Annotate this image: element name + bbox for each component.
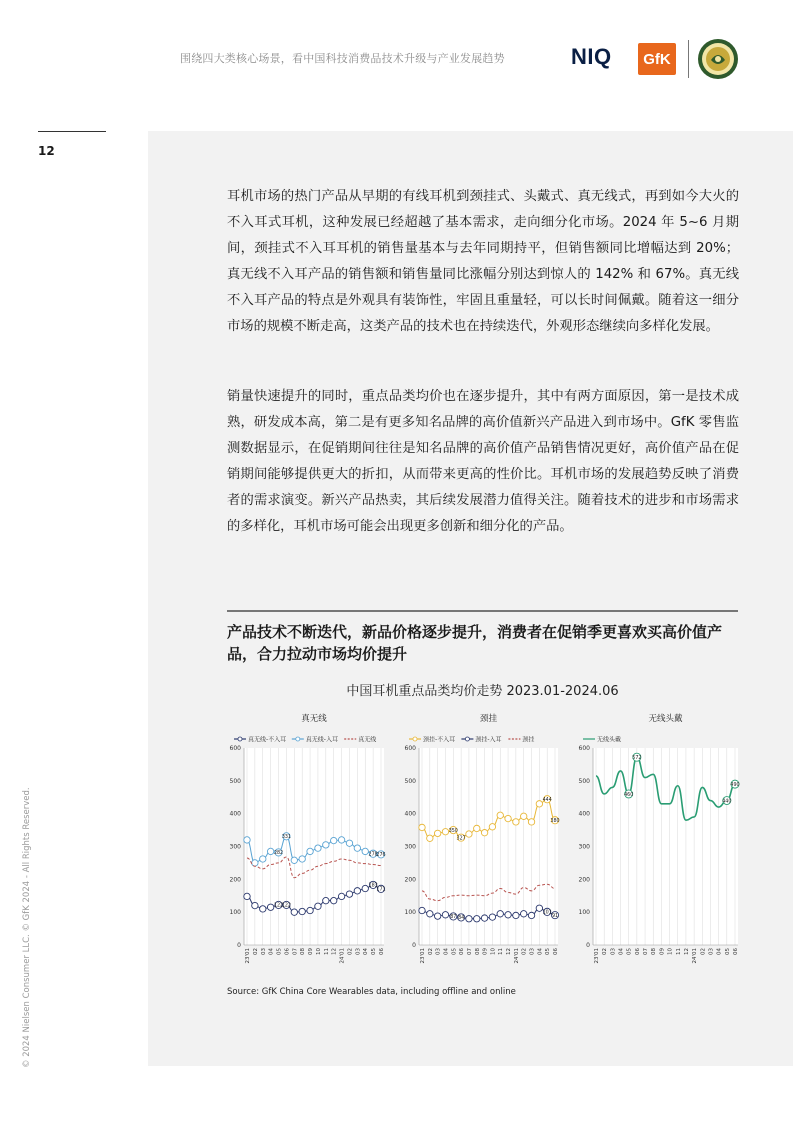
- data-point: [442, 912, 448, 918]
- x-tick-label: 23'01: [420, 948, 426, 964]
- data-label: 278: [368, 852, 378, 858]
- legend-marker: [238, 737, 242, 741]
- x-tick-label: 05: [276, 948, 283, 955]
- legend-item: [292, 736, 338, 744]
- y-tick-label: 500: [229, 777, 241, 785]
- data-point: [419, 824, 425, 830]
- data-point: [267, 848, 273, 854]
- chart-panel-3: [579, 713, 740, 964]
- x-tick-label: 02: [347, 948, 354, 955]
- data-point: [244, 837, 250, 843]
- page-number-rule: [38, 131, 106, 132]
- x-tick-label: 08: [300, 948, 307, 955]
- data-label: 440: [722, 799, 732, 805]
- x-tick-label: 11: [323, 948, 330, 955]
- page-number: 12: [38, 144, 55, 158]
- data-point: [354, 888, 360, 894]
- x-tick-label: 07: [292, 948, 299, 955]
- data-label: 122: [281, 903, 291, 909]
- x-tick-label: 24'01: [692, 948, 699, 964]
- data-label: 183: [368, 883, 378, 889]
- legend-item: [234, 736, 286, 744]
- data-point: [299, 856, 305, 862]
- data-label: 444: [542, 798, 552, 804]
- x-tick-label: 06: [379, 948, 385, 955]
- legend-marker: [465, 737, 469, 741]
- data-point: [481, 915, 487, 921]
- x-tick-label: 05: [451, 948, 458, 955]
- data-point: [536, 801, 542, 807]
- legend-item: [344, 736, 376, 744]
- x-tick-label: 07: [466, 948, 473, 955]
- data-point: [338, 893, 344, 899]
- chart-2-title: 颈挂: [479, 714, 498, 724]
- data-label: 84: [458, 916, 465, 922]
- y-tick-label: 0: [237, 942, 241, 949]
- data-point: [505, 912, 511, 918]
- x-tick-label: 03: [355, 948, 362, 955]
- y-tick-label: 300: [578, 843, 590, 851]
- x-tick-label: 02: [252, 948, 259, 955]
- data-point: [291, 909, 297, 915]
- data-point: [323, 842, 329, 848]
- x-tick-label: 08: [651, 948, 658, 955]
- data-point: [354, 845, 360, 851]
- x-tick-label: 11: [498, 948, 505, 955]
- legend-item: [508, 736, 534, 744]
- niq-logo: NIQ: [571, 44, 612, 69]
- x-tick-label: 05: [724, 948, 731, 955]
- x-tick-label: 06: [459, 948, 466, 955]
- data-point: [497, 812, 503, 818]
- y-tick-label: 600: [229, 745, 241, 752]
- chart-1-title: 真无线: [301, 714, 327, 724]
- y-tick-label: 300: [404, 843, 416, 851]
- plot-area: [593, 748, 738, 945]
- data-point: [307, 848, 313, 854]
- data-label: 276: [376, 853, 386, 859]
- x-tick-label: 06: [553, 948, 559, 955]
- plot-area: [244, 748, 384, 945]
- legend-item: [583, 736, 621, 744]
- data-point: [513, 912, 519, 918]
- x-tick-label: 07: [643, 948, 650, 955]
- data-label: 331: [281, 835, 291, 841]
- data-point: [419, 907, 425, 913]
- data-point: [252, 902, 258, 908]
- data-point: [307, 907, 313, 913]
- x-tick-label: 04: [716, 948, 723, 955]
- data-point: [474, 825, 480, 831]
- x-tick-label: 09: [659, 948, 666, 955]
- data-point: [260, 856, 266, 862]
- data-point: [323, 897, 329, 903]
- legend-label: 真无线-不入耳: [248, 736, 287, 744]
- x-tick-label: 03: [435, 948, 442, 955]
- data-point: [489, 824, 495, 830]
- data-point: [466, 831, 472, 837]
- data-point: [536, 905, 542, 911]
- legend-item: [409, 736, 455, 744]
- x-tick-label: 09: [308, 948, 315, 955]
- data-label: 282: [273, 851, 284, 857]
- data-label: 572: [632, 755, 642, 761]
- y-tick-label: 200: [229, 876, 241, 884]
- legend-label: 颈挂: [522, 736, 535, 744]
- legend-label: 真无线: [358, 736, 377, 744]
- x-tick-label: 11: [675, 948, 682, 955]
- x-tick-label: 10: [315, 948, 322, 955]
- price-trend-charts: [222, 708, 744, 973]
- data-point: [521, 911, 527, 917]
- data-label: 122: [273, 903, 284, 909]
- source-note: Source: GfK China Core Wearables data, including offline and online: [227, 987, 516, 997]
- data-point: [466, 916, 472, 922]
- data-point: [291, 857, 297, 863]
- y-tick-label: 0: [412, 942, 416, 949]
- logo-divider: [688, 40, 689, 78]
- data-point: [489, 914, 495, 920]
- x-tick-label: 05: [545, 948, 552, 955]
- data-point: [260, 906, 266, 912]
- y-tick-label: 200: [404, 876, 416, 884]
- x-tick-label: 12: [683, 948, 690, 955]
- data-point: [346, 891, 352, 897]
- x-tick-label: 09: [482, 948, 489, 955]
- x-tick-label: 04: [443, 948, 450, 955]
- data-point: [528, 912, 534, 918]
- data-label: 490: [730, 782, 740, 788]
- y-tick-label: 400: [404, 810, 416, 818]
- data-point: [513, 819, 519, 825]
- x-tick-label: 05: [626, 948, 633, 955]
- data-point: [474, 916, 480, 922]
- data-point: [362, 848, 368, 854]
- y-tick-label: 100: [404, 909, 416, 917]
- x-tick-label: 04: [363, 948, 370, 955]
- data-point: [505, 815, 511, 821]
- legend-label: 真无线-入耳: [305, 736, 338, 744]
- data-point: [442, 829, 448, 835]
- y-tick-label: 600: [404, 745, 416, 752]
- data-point: [427, 911, 433, 917]
- x-tick-label: 10: [667, 948, 674, 955]
- chart-panel-1: [230, 713, 386, 964]
- y-tick-label: 500: [578, 777, 590, 785]
- x-tick-label: 12: [506, 948, 513, 955]
- data-point: [362, 885, 368, 891]
- legend-marker: [296, 737, 300, 741]
- x-tick-label: 02: [427, 948, 434, 955]
- data-point: [434, 913, 440, 919]
- data-point: [315, 845, 321, 851]
- y-tick-label: 500: [404, 777, 416, 785]
- data-label: 91: [551, 913, 559, 919]
- legend-label: 无线头戴: [597, 736, 622, 744]
- y-tick-label: 100: [578, 909, 590, 917]
- y-tick-label: 400: [229, 810, 241, 818]
- data-point: [252, 860, 258, 866]
- x-tick-label: 24'01: [513, 948, 520, 964]
- data-label: 171: [376, 887, 386, 893]
- data-point: [299, 908, 305, 914]
- data-point: [244, 893, 250, 899]
- data-point: [528, 819, 534, 825]
- x-tick-label: 03: [708, 948, 715, 955]
- data-point: [315, 903, 321, 909]
- chart-3-title: 无线头戴: [648, 714, 683, 724]
- x-tick-label: 02: [700, 948, 707, 955]
- data-point: [338, 837, 344, 843]
- x-tick-label: 23'01: [594, 948, 600, 964]
- x-tick-label: 23'01: [245, 948, 251, 964]
- data-point: [521, 813, 527, 819]
- y-tick-label: 0: [586, 942, 590, 949]
- x-tick-label: 12: [331, 948, 338, 955]
- x-tick-label: 04: [537, 948, 544, 955]
- data-label: 380: [550, 819, 560, 825]
- data-label: 87: [450, 915, 457, 921]
- data-label: 327: [456, 836, 466, 842]
- data-point: [331, 837, 337, 843]
- x-tick-label: 03: [260, 948, 267, 955]
- data-point: [481, 830, 487, 836]
- data-point: [434, 830, 440, 836]
- data-point: [346, 840, 352, 846]
- x-tick-label: 02: [521, 948, 528, 955]
- data-point: [497, 911, 503, 917]
- data-label: 350: [448, 828, 458, 834]
- x-tick-label: 08: [474, 948, 481, 955]
- x-tick-label: 10: [490, 948, 497, 955]
- x-tick-label: 03: [529, 948, 536, 955]
- x-tick-label: 24'01: [339, 948, 346, 964]
- body-paragraph-1: 耳机市场的热门产品从早期的有线耳机到颈挂式、头戴式、真无线式，再到如今大火的不入耳式耳机，这种发展已经超越了基本需求，走向细分化市场。2024 年 5~6 月期间，颈挂式不入耳耳机的销售量基本与去年同期持平，但销售额同比增幅达到 20%；真无线不入耳产品的销售额和销售量同比涨幅分别达到惊人的 142% 和 67%。真无线不入耳产品的特点是外观具有装饰性，牢固且重量轻，可以长时间佩戴。随着这一细分市场的规模不断走高，这类产品的技术也在持续迭代，外观形态继续向多样化发展。: [227, 189, 739, 334]
- x-tick-label: 04: [618, 948, 625, 955]
- gfk-logo: GfK: [638, 43, 676, 75]
- copyright-notice: © 2024 Nielsen Consumer LLC. © GfK 2024 - All Rights Reserved.: [22, 787, 32, 1068]
- legend-label: 颈挂-不入耳: [423, 736, 456, 744]
- x-tick-label: 02: [602, 948, 609, 955]
- report-header-title: 围绕四大类核心场景，看中国科技消费品技术升级与产业发展趋势: [180, 52, 505, 65]
- x-tick-label: 04: [268, 948, 275, 955]
- legend-item: [461, 736, 501, 744]
- data-point: [331, 897, 337, 903]
- y-tick-label: 100: [229, 909, 241, 917]
- x-tick-label: 06: [733, 948, 739, 955]
- y-tick-label: 400: [578, 810, 590, 818]
- data-label: 101: [542, 910, 552, 916]
- data-label: 460: [624, 792, 634, 798]
- x-tick-label: 06: [634, 948, 641, 955]
- y-tick-label: 600: [578, 745, 590, 752]
- body-paragraph-2: 销量快速提升的同时，重点品类均价也在逐步提升，其中有两方面原因，第一是技术成熟，研发成本高，第二是有更多知名品牌的高价值新兴产品进入到市场中。GfK 零售监测数据显示，在促销期间往往是知名品牌的高价值产品销售情况更好，高价值产品在促销期间能够提供更大的折扣，从而带来更高的性价比。耳机市场的发展趋势反映了消费者的需求演变。新兴产品热卖，其后续发展潜力值得关注。随着技术的进步和市场需求的多样化，耳机市场可能会出现更多创新和细分化的产品。: [227, 389, 739, 534]
- y-tick-label: 200: [578, 876, 590, 884]
- y-tick-label: 300: [229, 843, 241, 851]
- section-divider: [227, 610, 738, 612]
- chart-title: 中国耳机重点品类均价走势 2023.01-2024.06: [346, 684, 619, 699]
- section-headline: 产品技术不断迭代，新品价格逐步提升，消费者在促销季更喜欢买高价值产品，合力拉动市场均价提升: [227, 623, 723, 663]
- legend-marker: [413, 737, 417, 741]
- data-point: [267, 904, 273, 910]
- partner-seal-icon: [697, 38, 739, 80]
- legend-label: 颈挂-入耳: [475, 736, 502, 744]
- x-tick-label: 06: [284, 948, 291, 955]
- data-point: [427, 835, 433, 841]
- x-tick-label: 05: [371, 948, 378, 955]
- x-tick-label: 03: [610, 948, 617, 955]
- chart-panel-2: [405, 713, 560, 964]
